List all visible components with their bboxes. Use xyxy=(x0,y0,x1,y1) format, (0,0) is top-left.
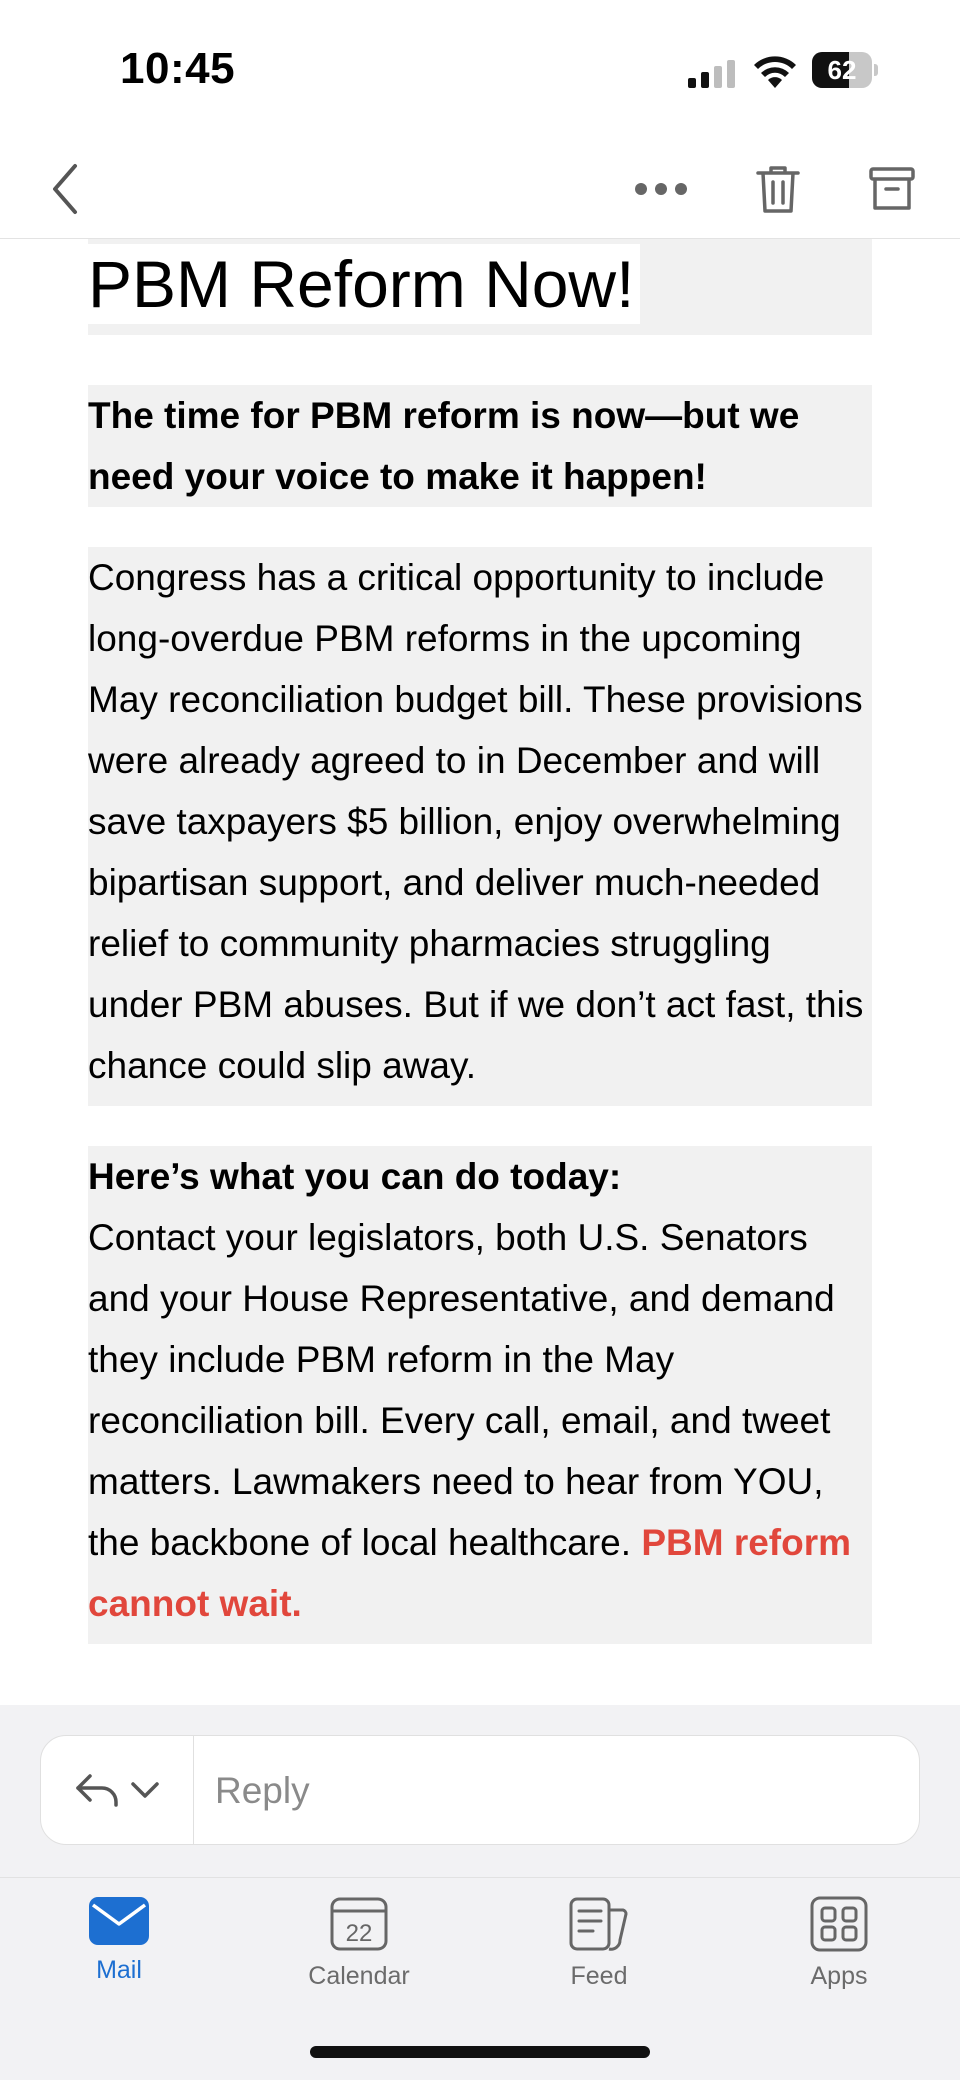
battery-percent: 62 xyxy=(827,55,857,85)
archive-icon xyxy=(868,166,916,212)
more-icon xyxy=(634,182,688,196)
chevron-left-icon xyxy=(49,162,79,216)
tab-calendar-label: Calendar xyxy=(308,1962,410,1990)
archive-button[interactable] xyxy=(860,140,924,238)
calendar-day: 22 xyxy=(345,1920,373,1947)
back-button[interactable] xyxy=(34,140,94,238)
tab-feed-label: Feed xyxy=(570,1962,628,1990)
email-body[interactable] xyxy=(0,239,960,1705)
email-paragraph: Congress has a critical opportunity to include long-overdue PBM reforms in the upcoming May reconciliation budget bill. These provisions were already agreed to in December and will save taxpayers $5 billion, enjoy overwhelming bipartisan support, and deliver much-needed relief to community pharmacies struggling under PBM abuses. But if we don’t act fast, this chance could slip away. xyxy=(88,547,872,1106)
mail-icon xyxy=(88,1896,150,1946)
tab-mail[interactable] xyxy=(19,1896,219,2006)
trash-icon xyxy=(754,163,802,215)
reply-input[interactable] xyxy=(195,1736,917,1846)
reply-icon xyxy=(74,1772,120,1808)
feed-icon xyxy=(568,1896,630,1952)
cellular-signal-icon xyxy=(688,60,738,88)
tab-apps[interactable] xyxy=(739,1896,939,2006)
apps-icon xyxy=(810,1896,868,1952)
action-emphasis: PBM reform cannot wait. xyxy=(88,1522,852,1624)
email-subtitle: The time for PBM reform is now—but we need your voice to make it happen! xyxy=(88,385,872,507)
wifi-icon xyxy=(752,54,798,90)
reply-bar xyxy=(40,1735,920,1845)
action-section xyxy=(88,1146,872,1644)
message-toolbar xyxy=(0,140,960,239)
battery-indicator xyxy=(812,52,878,88)
email-title: PBM Reform Now! xyxy=(88,244,640,324)
tab-calendar[interactable] xyxy=(259,1896,459,2006)
calendar-icon xyxy=(329,1896,389,1952)
more-button[interactable] xyxy=(626,140,696,238)
chevron-down-icon xyxy=(130,1780,160,1800)
action-body: Contact your legislators, both U.S. Senators and your House Representative, and demand they include PBM reform in the May reconciliation bill. Every call, email, and tweet matters. Lawmakers need to hear from YOU, the backbone of local healthcare. xyxy=(88,1217,835,1563)
title-block xyxy=(88,239,872,335)
status-time: 10:45 xyxy=(120,44,236,93)
reply-area xyxy=(0,1705,960,1877)
action-heading: Here’s what you can do today: xyxy=(88,1156,622,1197)
delete-button[interactable] xyxy=(746,140,810,238)
tab-apps-label: Apps xyxy=(810,1962,868,1990)
reply-options-button[interactable] xyxy=(41,1736,194,1844)
tab-mail-label: Mail xyxy=(96,1956,142,1984)
home-indicator xyxy=(310,2046,650,2058)
status-bar xyxy=(0,0,960,140)
tab-feed[interactable] xyxy=(499,1896,699,2006)
